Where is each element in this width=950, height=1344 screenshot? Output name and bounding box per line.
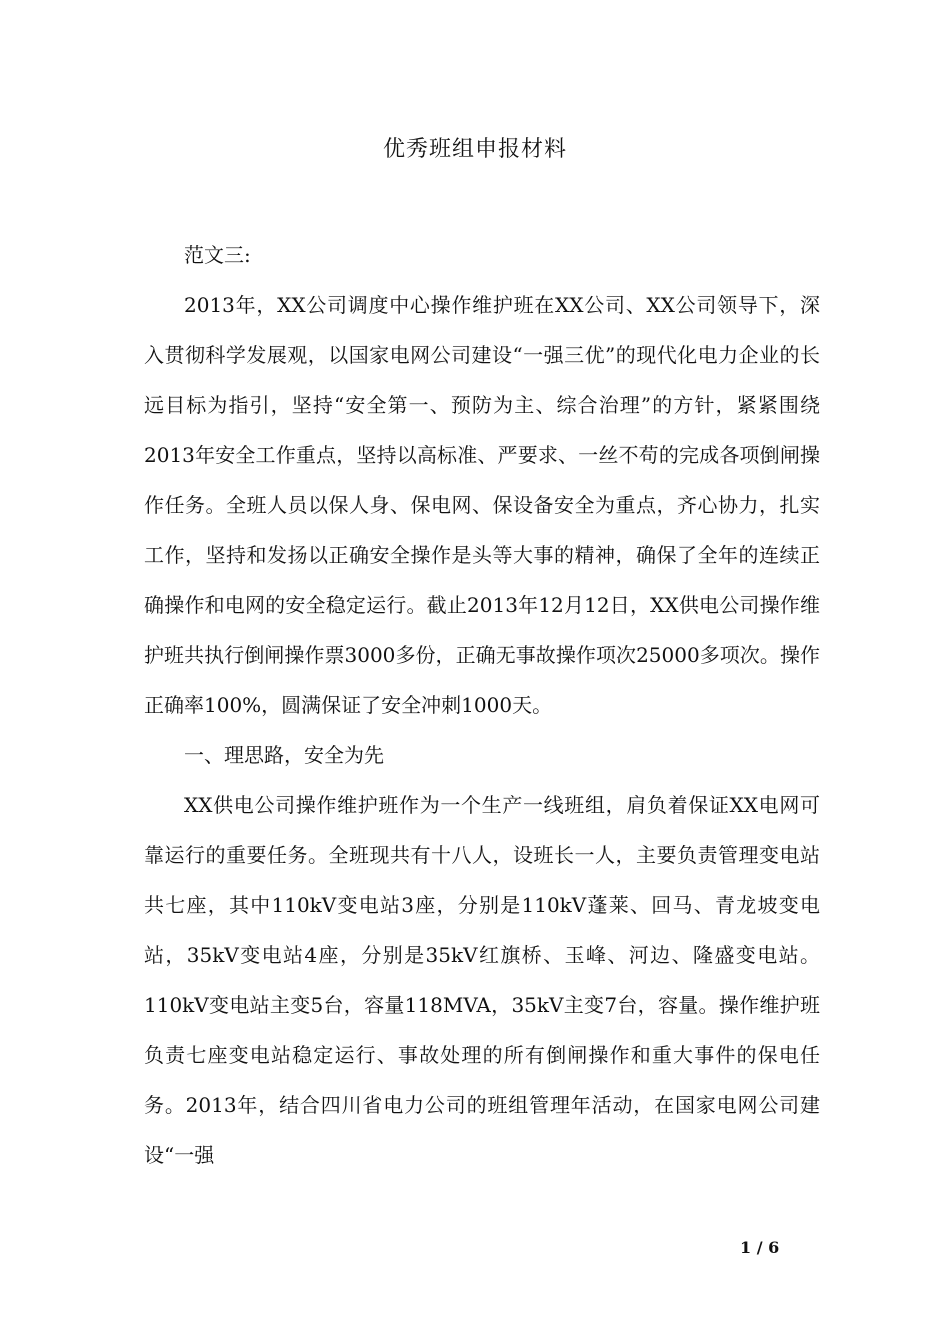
page-total: 6 bbox=[768, 1238, 780, 1257]
document-body bbox=[144, 230, 820, 1180]
page-separator: / bbox=[751, 1238, 769, 1257]
page-current: 1 bbox=[740, 1238, 752, 1257]
section-heading: 一、理思路，安全为先 bbox=[184, 743, 384, 767]
page-number bbox=[740, 1238, 779, 1257]
paragraph-intro: 2013年，XX公司调度中心操作维护班在XX公司、XX公司领导下，深入贯彻科学发展观，以国家电网公司建设“一强三优”的现代化电力企业的长远目标为指引，坚持“安全第一、预防为主、综合治理”的方针，紧紧围绕2013年安全工作重点，坚持以高标准、严要求、一丝不苟的完成各项倒闸操作任务。全班人员以保人身、保电网、保设备安全为重点，齐心协力，扎实工作，坚持和发扬以正确安全操作是头等大事的精神，确保了全年的连续正确操作和电网的安全稳定运行。截止2013年12月12日，XX供电公司操作维护班共执行倒闸操作票3000多份，正确无事故操作项次25000多项次。操作正确率100%，圆满保证了安全冲刺1000天。 bbox=[144, 293, 820, 717]
document-title: 优秀班组申报材料 bbox=[382, 137, 567, 162]
paragraph-section-one: XX供电公司操作维护班作为一个生产一线班组，肩负着保证XX电网可靠运行的重要任务。全班现共有十八人，设班长一人，主要负责管理变电站共七座，其中110kV变电站3座，分别是110kV蓬莱、回马、青龙坡变电站，35kV变电站4座，分别是35kV红旗桥、玉峰、河边、隆盛变电站。110kV变电站主变5台，容量118MVA，35kV主变7台，容量。操作维护班负责七座变电站稳定运行、事故处理的所有倒闸操作和重大事件的保电任务。2013年，结合四川省电力公司的班组管理年活动，在国家电网公司建设“一强 bbox=[144, 793, 820, 1167]
paragraph-heading-example: 范文三: bbox=[184, 243, 251, 267]
